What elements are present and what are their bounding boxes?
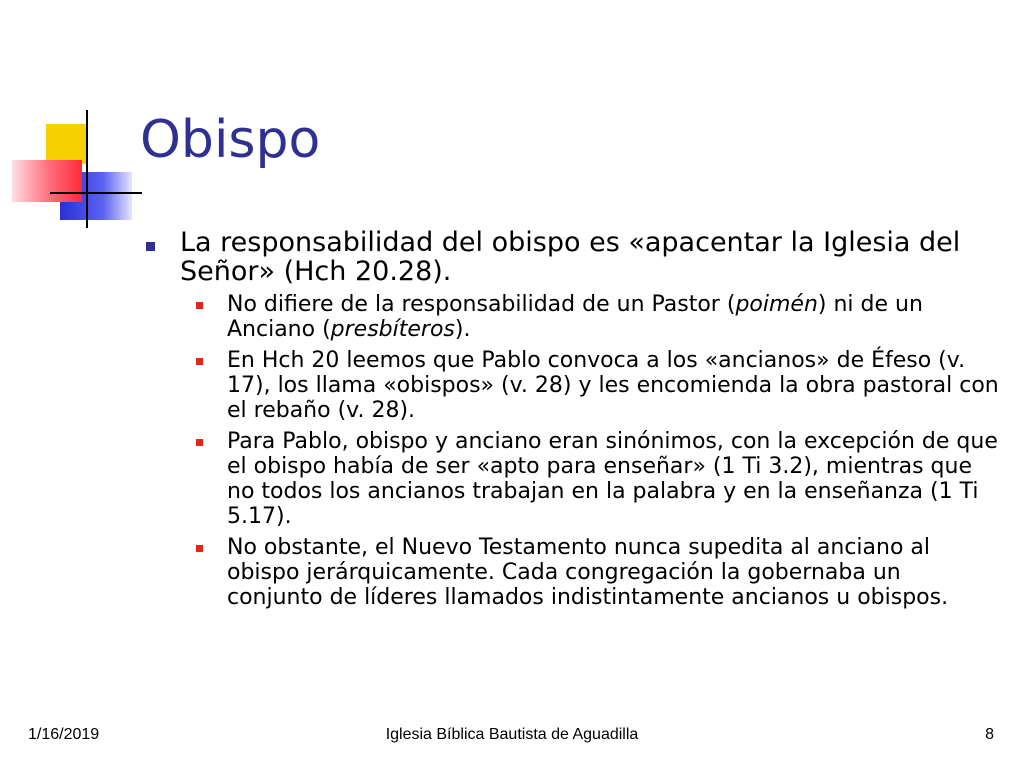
square-bullet-icon <box>196 439 203 446</box>
sub-bullet <box>180 292 1002 342</box>
main-bullet <box>142 228 1002 286</box>
slide-title: Obispo <box>140 110 321 170</box>
sub-bullet <box>180 429 1002 529</box>
sub-bullet-list <box>180 292 1002 610</box>
footer-date: 1/16/2019 <box>28 726 100 743</box>
footer-page-number: 8 <box>985 726 994 743</box>
square-bullet-icon <box>196 545 203 552</box>
sub-bullet-text <box>227 292 1002 342</box>
sub-bullet-text: Para Pablo, obispo y anciano eran sinónimos, con la excepción de que el obispo había de ser «apto para enseñar» (1 Ti 3.2), mientras que no todos los ancianos trabajan en la palabra y en la enseñanza (1 Ti 5.17). <box>227 429 998 529</box>
logo-red-square <box>12 160 82 202</box>
slide-content <box>142 228 1002 616</box>
logo-vertical-line <box>86 110 88 228</box>
sub-bullet-text-part: ). <box>454 317 471 342</box>
square-bullet-icon <box>146 242 155 251</box>
square-bullet-icon <box>196 358 203 365</box>
sub-bullet-text: En Hch 20 leemos que Pablo convoca a los «ancianos» de Éfeso (v. 17), los llama «obispos» (v. 28) y les encomienda la obra pastoral con el rebaño (v. 28). <box>227 348 999 423</box>
sub-bullet-text-part: No difiere de la responsabilidad de un Pastor ( <box>227 292 736 317</box>
sub-bullet <box>180 535 1002 610</box>
square-bullet-icon <box>196 302 203 309</box>
sub-bullet-italic-term: presbíteros <box>330 317 455 342</box>
sub-bullet-text: No obstante, el Nuevo Testamento nunca supedita al anciano al obispo jerárquicamente. Cada congregación la gobernaba un conjunto de líderes llamados indistintamente ancianos u obispos. <box>227 535 949 610</box>
main-bullet-text: La responsabilidad del obispo es «apacentar la Iglesia del Señor» (Hch 20.28). <box>180 227 961 287</box>
footer-organization: Iglesia Bíblica Bautista de Aguadilla <box>385 726 639 743</box>
logo-yellow-square <box>46 124 88 164</box>
sub-bullet-italic-term: poimén <box>735 292 818 317</box>
sub-bullet-text-part: ) ni de un Anciano ( <box>227 292 923 342</box>
slide-logo <box>0 0 150 240</box>
sub-bullet <box>180 348 1002 423</box>
logo-horizontal-line <box>50 192 142 194</box>
